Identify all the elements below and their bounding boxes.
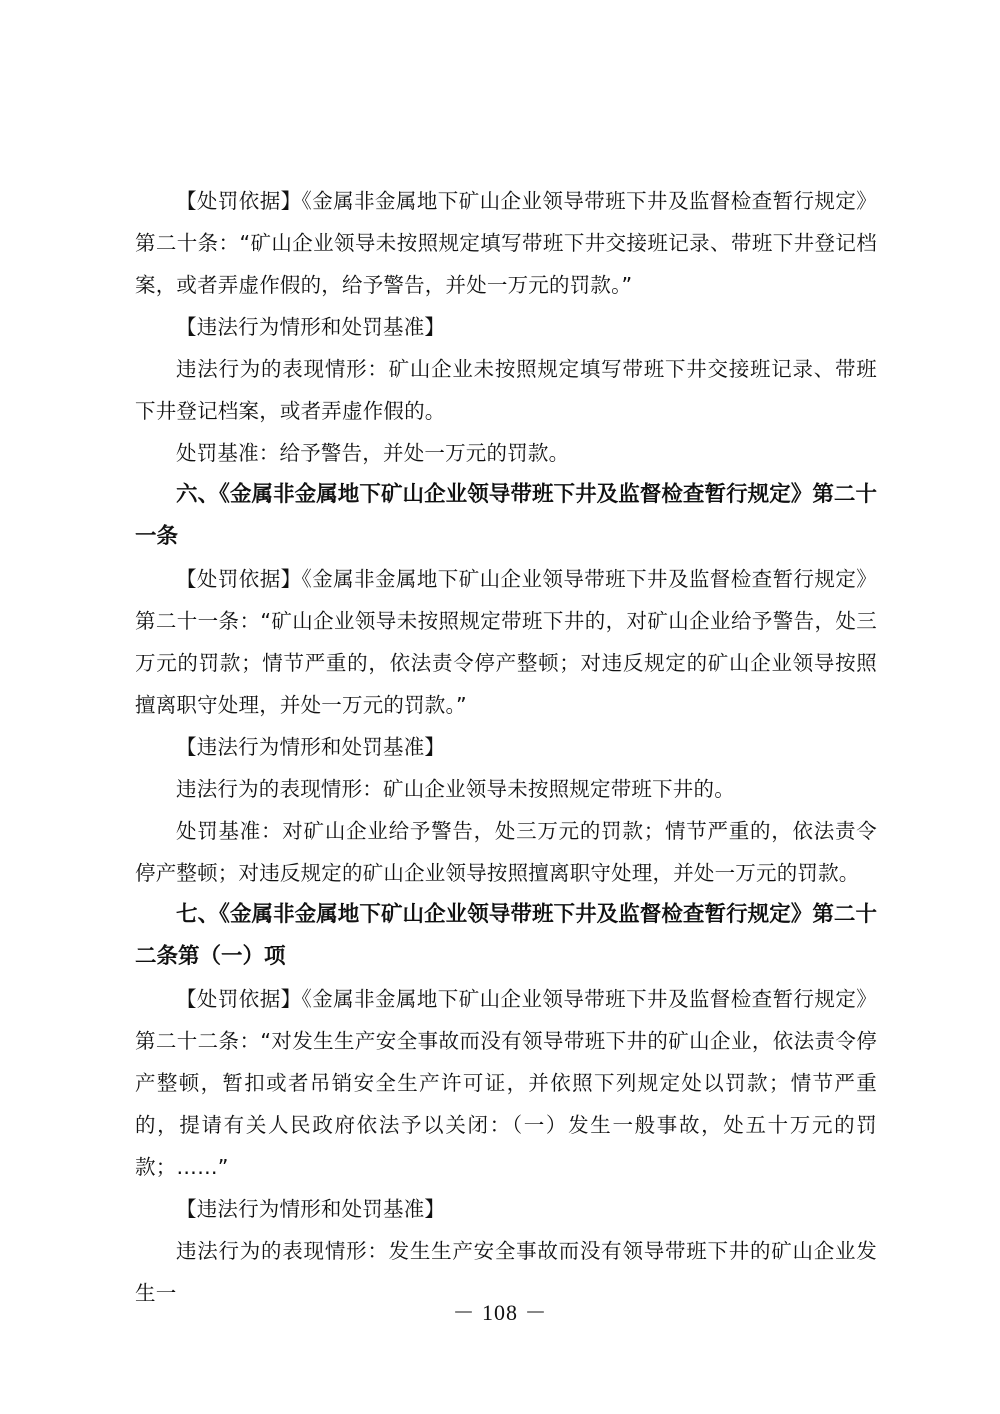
page-number: － 108 － [452,1300,548,1325]
paragraph-penalty-basis-art21: 【处罚依据】《金属非金属地下矿山企业领导带班下井及监督检查暂行规定》第二十一条：“矿山企业领导未按照规定带班下井的，对矿山企业给予警告，处三万元的罚款；情节严重的，依法责令停产整顿；对违反规定的矿山企业领导按照擅离职守处理，并处一万元的罚款。” [135,567,877,717]
paragraph-section-label: 【违法行为情形和处罚基准】 [176,735,446,759]
paragraph-section-label: 【违法行为情形和处罚基准】 [176,315,446,339]
paragraph-violation-description: 违法行为的表现情形：发生生产安全事故而没有领导带班下井的矿山企业发生一 [135,1239,877,1305]
paragraph-penalty-basis-art22: 【处罚依据】《金属非金属地下矿山企业领导带班下井及监督检查暂行规定》第二十二条：“对发生生产安全事故而没有领导带班下井的矿山企业，依法责令停产整顿，暂扣或者吊销安全生产许可证，并依照下列规定处以罚款；情节严重的，提请有关人民政府依法予以关闭：（一）发生一般事故，处五十万元的罚款；……” [135,987,877,1179]
document-body [135,180,877,1314]
section-heading-six: 六、《金属非金属地下矿山企业领导带班下井及监督检查暂行规定》第二十一条 [135,482,877,549]
paragraph-penalty-basis-art20: 【处罚依据】《金属非金属地下矿山企业领导带班下井及监督检查暂行规定》第二十条：“矿山企业领导未按照规定填写带班下井交接班记录、带班下井登记档案，或者弄虚作假的，给予警告，并处一万元的罚款。” [135,189,877,297]
paragraph-violation-description: 违法行为的表现情形：矿山企业未按照规定填写带班下井交接班记录、带班下井登记档案，或者弄虚作假的。 [135,357,877,423]
paragraph-violation-description: 违法行为的表现情形：矿山企业领导未按照规定带班下井的。 [176,777,735,801]
paragraph-penalty-standard: 处罚基准：对矿山企业给予警告，处三万元的罚款；情节严重的，依法责令停产整顿；对违反规定的矿山企业领导按照擅离职守处理，并处一万元的罚款。 [135,819,877,885]
paragraph-section-label: 【违法行为情形和处罚基准】 [176,1197,446,1221]
section-heading-seven: 七、《金属非金属地下矿山企业领导带班下井及监督检查暂行规定》第二十二条第（一）项 [135,902,877,969]
paragraph-penalty-standard: 处罚基准：给予警告，并处一万元的罚款。 [176,441,570,465]
